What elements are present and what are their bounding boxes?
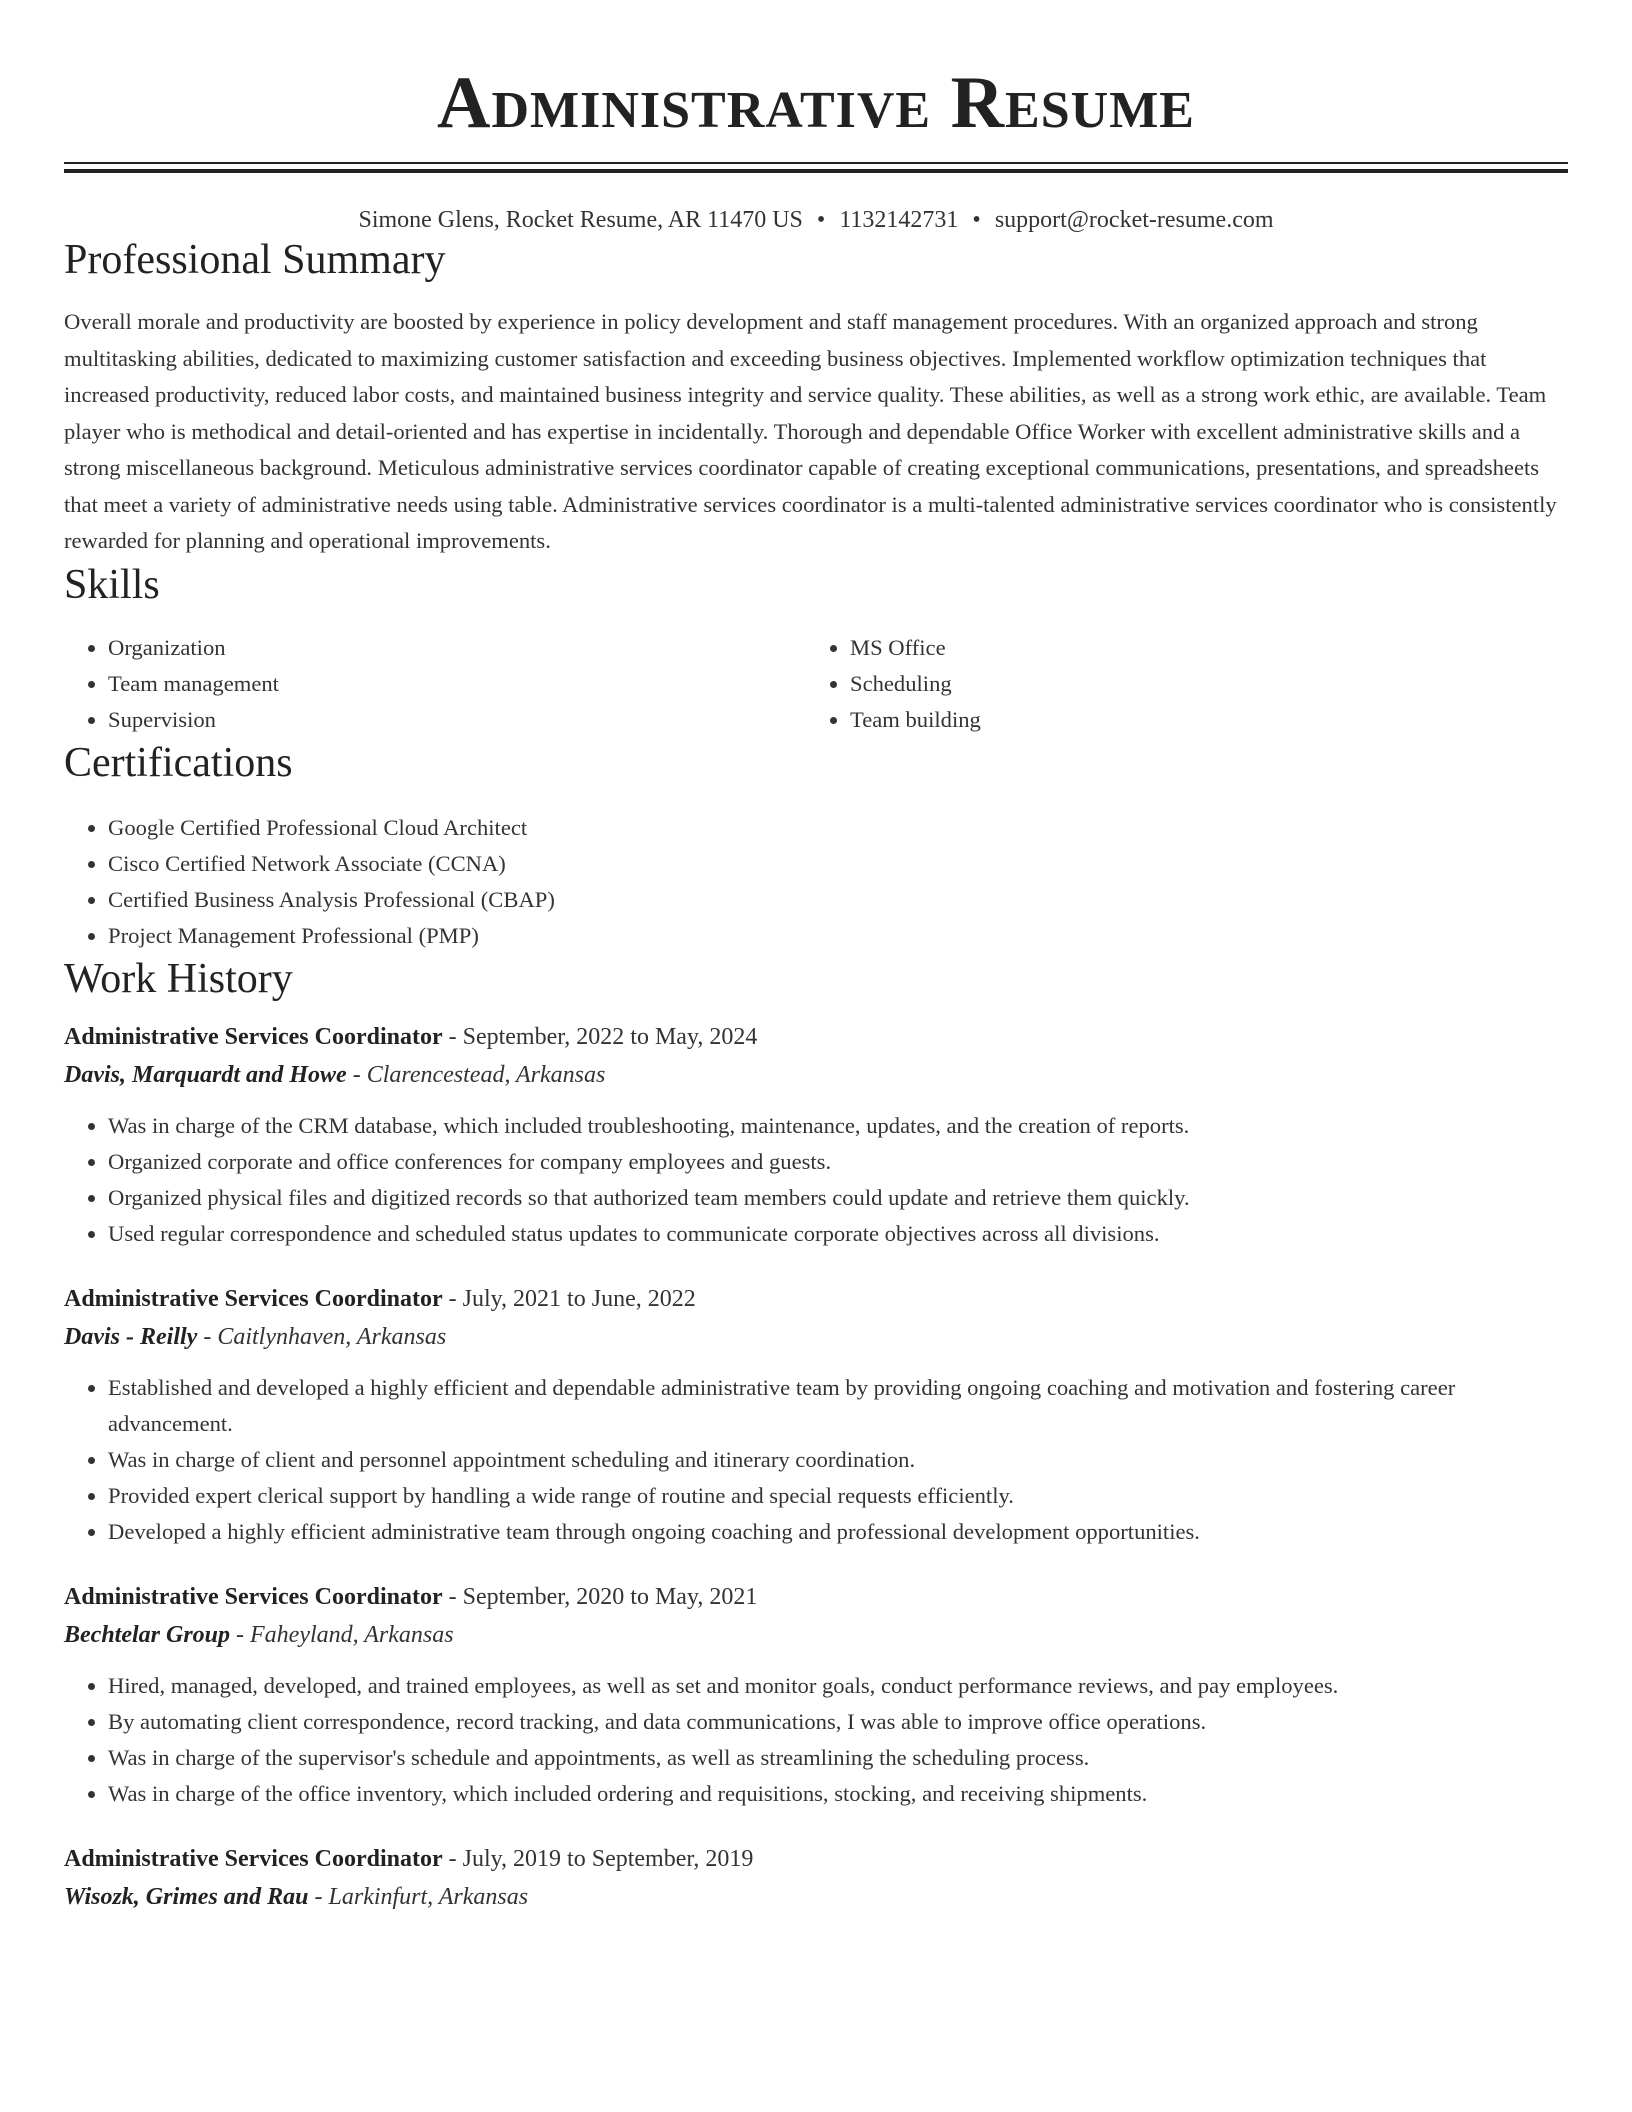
job-duty-item: • Was in charge of the office inventory, which included ordering and requisitions, stocking, and receiving shipments. xyxy=(108,1776,1568,1812)
job-role: Administrative Services Coordinator xyxy=(64,1285,443,1312)
job-duty-item: • Was in charge of the CRM database, which included troubleshooting, maintenance, updates, and the creation of reports. xyxy=(108,1108,1568,1144)
job-dates: July, 2019 to September, 2019 xyxy=(462,1845,754,1872)
skill-item: • Team building xyxy=(850,702,1548,738)
job-location: Larkinfurt, Arkansas xyxy=(328,1883,529,1910)
job-dates: September, 2020 to May, 2021 xyxy=(462,1583,758,1610)
job-duty-item: • Provided expert clerical support by handling a wide range of routine and special requests efficiently. xyxy=(108,1478,1568,1514)
certification-item: • Project Management Professional (PMP) xyxy=(108,918,1568,954)
summary-heading: Professional Summary xyxy=(64,237,446,283)
skills-list-left xyxy=(64,630,806,738)
job-company-line: Bechtelar Group - Faheyland, Arkansas xyxy=(64,1621,454,1648)
job-entry xyxy=(64,1578,1568,1812)
job-role: Administrative Services Coordinator xyxy=(64,1023,443,1050)
contact-email: support@rocket-resume.com xyxy=(994,207,1274,233)
job-entry xyxy=(64,1280,1568,1550)
job-duties-list xyxy=(64,1370,1568,1550)
title-divider-thick xyxy=(64,169,1568,173)
job-entry xyxy=(64,1840,1568,1916)
job-entry xyxy=(64,1018,1568,1252)
skill-item: • Team management xyxy=(108,666,806,702)
job-location: Clarencestead, Arkansas xyxy=(366,1061,606,1088)
skill-item: • MS Office xyxy=(850,630,1548,666)
job-role: Administrative Services Coordinator xyxy=(64,1845,443,1872)
certifications-list xyxy=(64,810,1568,954)
job-duty-item: • Was in charge of client and personnel appointment scheduling and itinerary coordination. xyxy=(108,1442,1568,1478)
job-duty-item: • Established and developed a highly efficient and dependable administrative team by providing ongoing coaching and motivation and fostering career advancement. xyxy=(108,1370,1568,1442)
skills-list-right xyxy=(806,630,1548,738)
job-company-line: Davis, Marquardt and Howe - Clarencestead, Arkansas xyxy=(64,1061,606,1088)
work-history-heading: Work History xyxy=(64,955,293,1002)
job-company: Wisozk, Grimes and Rau xyxy=(64,1883,309,1910)
job-company: Bechtelar Group xyxy=(64,1621,231,1648)
contact-separator: • xyxy=(816,207,826,233)
job-title-line: Administrative Services Coordinator - July, 2021 to June, 2022 xyxy=(64,1285,696,1312)
certifications-heading: Certifications xyxy=(64,739,293,786)
job-duties-list xyxy=(64,1668,1568,1812)
job-duty-item: • Used regular correspondence and scheduled status updates to communicate corporate objectives across all divisions. xyxy=(108,1216,1568,1252)
job-dates: July, 2021 to June, 2022 xyxy=(462,1285,696,1312)
certification-item: • Google Certified Professional Cloud Architect xyxy=(108,810,1568,846)
skill-item: • Supervision xyxy=(108,702,806,738)
summary-text: Overall morale and productivity are boosted by experience in policy development and staff management procedures. With an organized approach and strong multitasking abilities, dedicated to maximizing customer satisfaction and exceeding business objectives. Implemented workflow optimization techniques that increased productivity, reduced labor costs, and maintained business integrity and service quality. These abilities, as well as a strong work ethic, are available. Team player who is methodical and detail-oriented and has expertise in incidentally. Thorough and dependable Office Worker with excellent administrative skills and a strong miscellaneous background. Meticulous administrative services coordinator capable of creating exceptional communications, presentations, and spreadsheets that meet a variety of administrative needs using table. Administrative services coordinator is a multi-talented administrative services coordinator who is consistently rewarded for planning and operational improvements. xyxy=(64,309,1557,553)
job-duty-item: • Organized corporate and office conferences for company employees and guests. xyxy=(108,1144,1568,1180)
title-divider-thin xyxy=(64,162,1568,164)
job-location: Caitlynhaven, Arkansas xyxy=(217,1323,447,1350)
skills-grid xyxy=(64,630,1568,738)
job-title-line: Administrative Services Coordinator - September, 2020 to May, 2021 xyxy=(64,1583,758,1610)
job-duties-list xyxy=(64,1108,1568,1252)
job-company-line: Davis - Reilly - Caitlynhaven, Arkansas xyxy=(64,1323,447,1350)
job-dates: September, 2022 to May, 2024 xyxy=(462,1023,758,1050)
job-company-line: Wisozk, Grimes and Rau - Larkinfurt, Arkansas xyxy=(64,1883,529,1910)
job-company: Davis - Reilly xyxy=(64,1323,198,1350)
job-company: Davis, Marquardt and Howe xyxy=(64,1061,347,1088)
contact-phone: 1132142731 xyxy=(839,207,959,233)
contact-separator: • xyxy=(972,207,981,233)
certification-item: • Certified Business Analysis Professional (CBAP) xyxy=(108,882,1568,918)
job-duty-item: • Organized physical files and digitized records so that authorized team members could update and retrieve them quickly. xyxy=(108,1180,1568,1216)
page-title: Administrative Resume xyxy=(437,62,1195,144)
skill-item: • Organization xyxy=(108,630,806,666)
contact-address: Simone Glens, Rocket Resume, AR 11470 US xyxy=(358,207,803,233)
certification-item: • Cisco Certified Network Associate (CCNA) xyxy=(108,846,1568,882)
skills-heading: Skills xyxy=(64,561,160,608)
job-title-line: Administrative Services Coordinator - September, 2022 to May, 2024 xyxy=(64,1023,758,1050)
contact-line xyxy=(64,205,1568,235)
job-duty-item: • By automating client correspondence, record tracking, and data communications, I was able to improve office operations. xyxy=(108,1704,1568,1740)
job-duty-item: • Hired, managed, developed, and trained employees, as well as set and monitor goals, conduct performance reviews, and pay employees. xyxy=(108,1668,1568,1704)
skill-item: • Scheduling xyxy=(850,666,1548,702)
job-role: Administrative Services Coordinator xyxy=(64,1583,443,1610)
job-duty-item: • Was in charge of the supervisor's schedule and appointments, as well as streamlining the scheduling process. xyxy=(108,1740,1568,1776)
job-location: Faheyland, Arkansas xyxy=(250,1621,454,1648)
job-title-line: Administrative Services Coordinator - July, 2019 to September, 2019 xyxy=(64,1845,754,1872)
job-duty-item: • Developed a highly efficient administrative team through ongoing coaching and professional development opportunities. xyxy=(108,1514,1568,1550)
